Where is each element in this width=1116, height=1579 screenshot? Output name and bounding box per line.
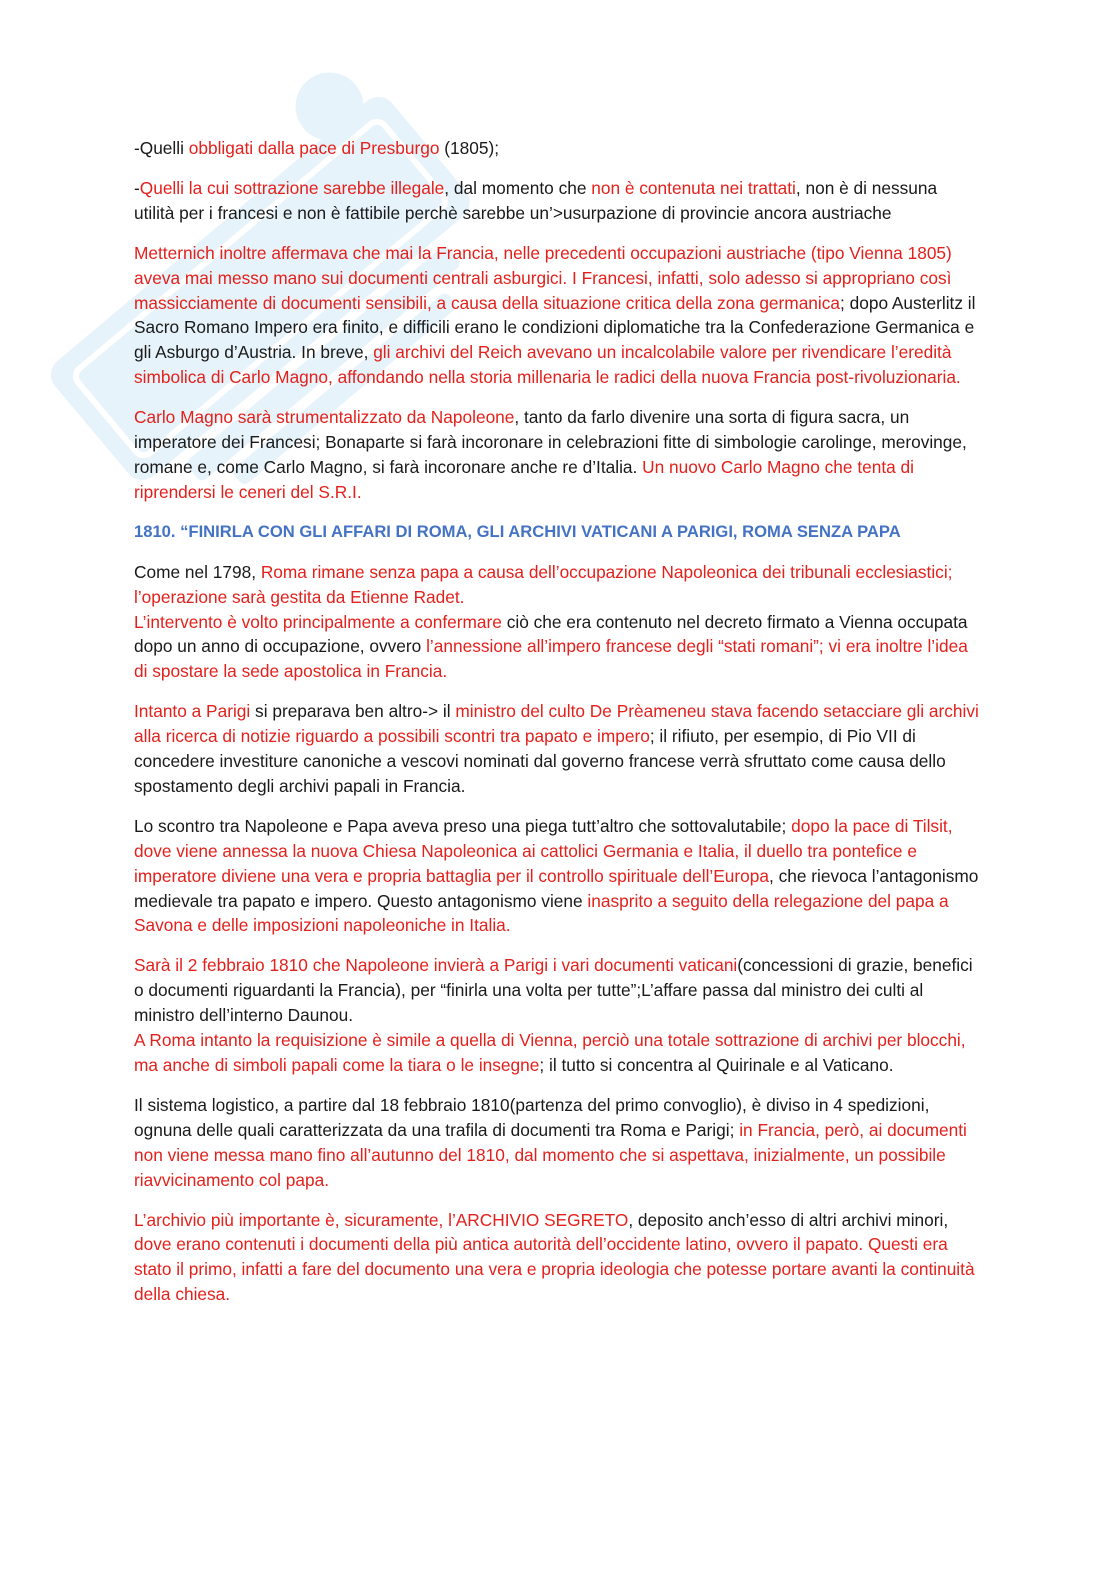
highlighted-text: Metternich inoltre affermava che mai la Francia, nelle precedenti occupazioni austriache (tipo Vienna 1805) aveva mai messo mano sui documenti centrali asburgici. I Francesi, infatti, solo adesso si appropriano così massicciamente di documenti sensibili, a causa della situazione critica della zona germanica [134, 242, 952, 313]
highlighted-text: L’archivio più importante è, sicuramente, l’ARCHIVIO SEGRETO [134, 1209, 629, 1230]
text-run: ; il rifiuto, per esempio, di Pio VII di concedere investiture canoniche a vescovi nominati dal governo francese verrà sfruttato come causa dello spostamento degli archivi papali in Francia. [134, 726, 946, 796]
highlighted-text: obbligati dalla pace di Presburgo [188, 138, 440, 158]
text-run: (concessioni di grazie, benefici o documenti riguardanti la Francia), per “finirla una volta per tutte”;L’affare passa dal ministro dei culti al ministro dell’interno Daunou. [134, 955, 973, 1026]
text-run: 1810. “FINIRLA CON GLI AFFARI DI ROMA, GLI ARCHIVI VATICANI A PARIGI, ROMA SENZA PAPA [134, 521, 901, 541]
body-paragraph [134, 1028, 979, 1078]
document-page [134, 136, 979, 1322]
highlighted-text: Roma rimane senza papa a causa dell’occupazione Napoleonica dei tribunali ecclesiastici; l’operazione sarà gestita da Etienne Radet. [134, 561, 953, 607]
highlighted-text: Intanto a Parigi [134, 701, 251, 722]
highlighted-text: Carlo Magno sarà strumentalizzato da Napoleone [134, 407, 515, 428]
highlighted-text: Sarà il 2 febbraio 1810 che Napoleone invierà a Parigi i vari documenti vaticani [134, 955, 738, 976]
highlighted-text: ministro del culto De Prèameneu stava facendo setacciare gli archivi alla ricerca di notizie riguardo a possibili scontri tra papato e impero [134, 701, 979, 747]
text-run: , tanto da farlo divenire una sorta di figura sacra, un imperatore dei Francesi; Bonaparte si farà incoronare in celebrazioni fitte di simbologie carolinge, merovinge, romane e, come Carlo Magno, si farà incoronare anche re d’Italia. [134, 407, 967, 477]
highlighted-text: non è contenuta nei trattati [591, 177, 796, 198]
highlighted-text: A Roma intanto la requisizione è simile a quella di Vienna, perciò una totale sottrazione di archivi per blocchi, ma anche di simboli papali come la tiara o le insegne [134, 1030, 966, 1075]
highlighted-text: in Francia, però, ai documenti non viene messa mano fino all’autunno del 1810, dal momento che si aspettava, inizialmente, un possibile riavvicinamento col papa. [134, 1119, 967, 1190]
text-run: , deposito anch’esso di altri archivi minori, [628, 1209, 949, 1230]
body-paragraph [134, 1208, 979, 1308]
body-paragraph [134, 1093, 979, 1193]
text-run: si preparava ben altro-> il [250, 701, 456, 722]
text-run: , dal momento che [444, 177, 592, 198]
highlighted-text: Quelli la cui sottrazione sarebbe illegale [139, 177, 445, 198]
text-run: Lo scontro tra Napoleone e Papa aveva preso una piega tutt’altro che sottovalutabile; [134, 815, 792, 836]
highlighted-text: L’intervento è volto principalmente a confermare [134, 611, 502, 632]
body-paragraph [134, 953, 979, 1028]
text-run: -Quelli [134, 138, 189, 158]
body-paragraph [134, 699, 979, 799]
body-paragraph [134, 560, 979, 610]
text-run: ciò che era contenuto nel decreto firmato a Vienna occupata dopo un anno di occupazione, ovvero [134, 611, 968, 657]
text-run: ; dopo Austerlitz il Sacro Romano Impero era finito, e difficili erano le condizioni diplomatiche tra la Confederazione Germanica e gli Asburgo d’Austria. In breve, [134, 292, 976, 363]
text-run: ; il tutto si concentra al Quirinale e al Vaticano. [539, 1055, 894, 1075]
text-run: , non è di nessuna utilità per i francesi e non è fattibile perchè sarebbe un’>usurpazione di provincie ancora austriache [134, 177, 938, 223]
text-run: Come nel 1798, [134, 561, 261, 582]
text-run: Il sistema logistico, a partire dal 18 febbraio 1810(partenza del primo convoglio), è diviso in 4 spedizioni, ognuna delle quali caratterizzata da una trafila di documenti tra Roma e Parigi; [134, 1094, 930, 1140]
highlighted-text: gli archivi del Reich avevano un incalcolabile valore per rivendicare l’eredità simbolica di Carlo Magno, affondando nella storia millenaria le radici della nuova Francia post-rivoluzionaria. [134, 342, 961, 388]
highlighted-text: dove erano contenuti i documenti della più antica autorità dell’occidente latino, ovvero il papato. Questi era stato il primo, infatti a fare del documento una vera e propria ideologia che potesse portare avanti la continuità della chiesa. [134, 1234, 975, 1305]
body-paragraph [134, 241, 979, 390]
highlighted-text: Un nuovo Carlo Magno che tenta di riprendersi le ceneri del S.R.I. [134, 456, 915, 502]
body-paragraph [134, 405, 979, 505]
section-heading [134, 520, 979, 545]
body-paragraph [134, 610, 979, 685]
body-paragraph [134, 814, 979, 939]
body-paragraph [134, 176, 979, 226]
highlighted-text: dopo la pace di Tilsit, dove viene annessa la nuova Chiesa Napoleonica ai cattolici Germania e Italia, il duello tra pontefice e imperatore diviene una vera e propria battaglia per il controllo spirituale dell’Europa [134, 815, 953, 886]
text-run: , che rievoca l’antagonismo medievale tra papato e impero. Questo antagonismo viene [134, 865, 979, 911]
text-run: (1805); [439, 138, 500, 158]
highlighted-text: l’annessione all’impero francese degli “stati romani”; vi era inoltre l’idea di spostare la sede apostolica in Francia. [134, 636, 968, 682]
body-paragraph [134, 136, 979, 161]
text-run: - [134, 177, 140, 198]
highlighted-text: inasprito a seguito della relegazione del papa a Savona e delle imposizioni napoleoniche in Italia. [134, 890, 949, 936]
